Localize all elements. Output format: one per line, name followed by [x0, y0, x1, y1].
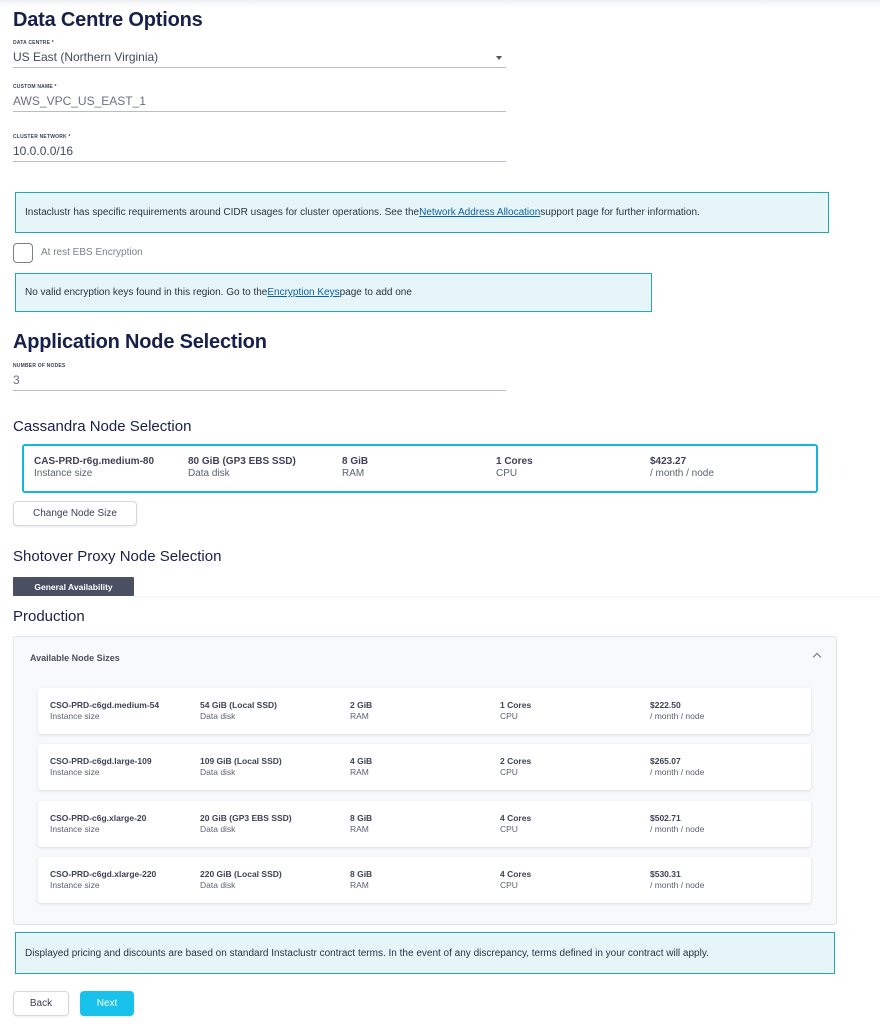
ram-label: RAM	[342, 468, 365, 479]
instance-size-value: CSO-PRD-c6gd.xlarge-220	[50, 869, 157, 879]
cpu-label: CPU	[500, 711, 518, 721]
cpu-value: 2 Cores	[500, 756, 532, 766]
data-disk-value: 220 GiB (Local SSD)	[200, 869, 282, 879]
data-disk-cell	[200, 700, 277, 721]
price-label: / month / node	[650, 824, 705, 834]
price-cell	[650, 756, 704, 777]
data-disk-label: Data disk	[188, 468, 230, 479]
cidr-info-box	[15, 192, 829, 233]
ram-label: RAM	[350, 880, 369, 890]
instance-size-cell	[50, 813, 146, 834]
chevron-up-icon[interactable]	[813, 653, 821, 661]
node-size-option[interactable]	[38, 688, 811, 734]
cluster-network-value: 10.0.0.0/16	[13, 144, 74, 158]
ram-cell	[350, 869, 372, 890]
cpu-cell	[500, 756, 531, 777]
data-disk-value: 20 GiB (GP3 EBS SSD)	[200, 813, 292, 823]
cpu-value: 1 Cores	[496, 456, 533, 467]
price-cell	[650, 869, 704, 890]
instance-size-value: CSO-PRD-c6gd.medium-54	[50, 700, 160, 710]
ram-cell	[350, 756, 372, 777]
data-disk-value: 109 GiB (Local SSD)	[200, 756, 282, 766]
data-centre-value: US East (Northern Virginia)	[13, 50, 159, 64]
number-of-nodes-field[interactable]	[13, 363, 506, 391]
data-disk-label: Data disk	[200, 711, 236, 721]
cpu-label: CPU	[500, 767, 518, 777]
ram-cell	[342, 456, 368, 479]
pricing-info-box	[15, 932, 835, 974]
data-disk-label: Data disk	[200, 767, 236, 777]
next-button[interactable]: Next	[80, 991, 134, 1016]
shotover-node-title: Shotover Proxy Node Selection	[13, 548, 222, 565]
ram-cell	[350, 813, 372, 834]
custom-name-value: AWS_VPC_US_EAST_1	[13, 94, 146, 108]
data-disk-value: 54 GiB (Local SSD)	[200, 700, 277, 710]
data-centre-select[interactable]	[13, 40, 506, 68]
ram-value: 2 GiB	[350, 700, 373, 710]
ram-value: 8 GiB	[342, 456, 369, 467]
cpu-value: 4 Cores	[500, 869, 532, 879]
ram-label: RAM	[350, 711, 369, 721]
price-value: $502.71	[650, 813, 681, 823]
cassandra-selected-node-card[interactable]	[22, 444, 818, 493]
data-disk-label: Data disk	[200, 824, 236, 834]
ebs-encryption-label: At rest EBS Encryption	[41, 247, 143, 258]
price-cell	[650, 700, 704, 721]
ram-label: RAM	[350, 824, 369, 834]
data-centre-title: Data Centre Options	[13, 9, 203, 31]
instance-size-cell	[34, 456, 154, 479]
cluster-network-field[interactable]	[13, 134, 506, 162]
ram-cell	[350, 700, 372, 721]
dropdown-caret-icon	[496, 56, 502, 60]
top-shadow	[0, 0, 880, 7]
section-divider	[134, 596, 880, 598]
ebs-encryption-checkbox[interactable]	[13, 243, 33, 263]
price-value: $423.27	[650, 456, 687, 467]
data-disk-value: 80 GiB (GP3 EBS SSD)	[188, 456, 296, 467]
cpu-cell	[500, 813, 531, 834]
cassandra-node-title: Cassandra Node Selection	[13, 418, 192, 435]
price-label: / month / node	[650, 767, 705, 777]
price-value: $530.31	[650, 869, 681, 879]
encryption-info-box	[15, 273, 652, 312]
price-label: / month / node	[650, 468, 714, 479]
cpu-cell	[500, 869, 531, 890]
cpu-value: 4 Cores	[500, 813, 532, 823]
instance-size-cell	[50, 869, 156, 890]
ram-label: RAM	[350, 767, 369, 777]
encryption-info-text-before: No valid encryption keys found in this region. Go to the	[25, 287, 268, 298]
network-address-allocation-link[interactable]: Network Address Allocation	[419, 207, 541, 218]
node-size-option[interactable]	[38, 801, 811, 847]
instance-size-value: CSO-PRD-c6gd.large-109	[50, 756, 152, 766]
instance-size-value: CSO-PRD-c6g.xlarge-20	[50, 813, 147, 823]
number-of-nodes-value: 3	[13, 373, 20, 387]
custom-name-label: CUSTOM NAME *	[13, 84, 57, 90]
instance-size-label: Instance size	[50, 711, 100, 721]
price-cell	[650, 456, 714, 479]
data-centre-label: DATA CENTRE *	[13, 40, 54, 46]
price-value: $222.50	[650, 700, 681, 710]
available-node-sizes-accordion	[13, 636, 837, 925]
ram-value: 8 GiB	[350, 869, 373, 879]
data-disk-cell	[188, 456, 296, 479]
data-disk-cell	[200, 813, 292, 834]
cpu-label: CPU	[496, 468, 518, 479]
data-disk-cell	[200, 756, 282, 777]
application-node-title: Application Node Selection	[13, 331, 267, 353]
instance-size-label: Instance size	[50, 880, 100, 890]
production-tier-title: Production	[13, 608, 85, 625]
price-label: / month / node	[650, 880, 705, 890]
cidr-info-text-before: Instaclustr has specific requirements around CIDR usages for cluster operations. See the	[25, 207, 420, 218]
cluster-network-label: CLUSTER NETWORK *	[13, 134, 71, 140]
cpu-cell	[496, 456, 533, 479]
node-size-option[interactable]	[38, 744, 811, 790]
instance-size-label: Instance size	[34, 468, 93, 479]
instance-size-label: Instance size	[50, 824, 100, 834]
number-of-nodes-label: NUMBER OF NODES	[13, 363, 66, 369]
instance-size-label: Instance size	[50, 767, 100, 777]
cpu-label: CPU	[500, 880, 518, 890]
cpu-cell	[500, 700, 531, 721]
encryption-keys-link[interactable]: Encryption Keys	[267, 287, 340, 298]
instance-size-value: CAS-PRD-r6g.medium-80	[34, 456, 155, 467]
pricing-info-text: Displayed pricing and discounts are based on standard Instaclustr contract terms. In the event of any discrepancy, terms defined in your contract will apply.	[25, 947, 709, 959]
custom-name-field[interactable]	[13, 84, 506, 112]
general-availability-badge[interactable]: General Availability	[13, 577, 134, 596]
cpu-value: 1 Cores	[500, 700, 532, 710]
instance-size-cell	[50, 756, 152, 777]
ram-value: 8 GiB	[350, 813, 373, 823]
cpu-label: CPU	[500, 824, 518, 834]
price-label: / month / node	[650, 711, 705, 721]
ram-value: 4 GiB	[350, 756, 373, 766]
encryption-info-text-after: page to add one	[339, 287, 412, 298]
instance-size-cell	[50, 700, 159, 721]
change-node-size-button[interactable]: Change Node Size	[13, 501, 137, 526]
data-disk-cell	[200, 869, 282, 890]
accordion-title[interactable]: Available Node Sizes	[30, 653, 120, 663]
node-size-option[interactable]	[38, 857, 811, 903]
price-cell	[650, 813, 704, 834]
data-disk-label: Data disk	[200, 880, 236, 890]
cidr-info-text-after: support page for further information.	[540, 207, 700, 218]
price-value: $265.07	[650, 756, 681, 766]
back-button[interactable]: Back	[13, 991, 69, 1016]
